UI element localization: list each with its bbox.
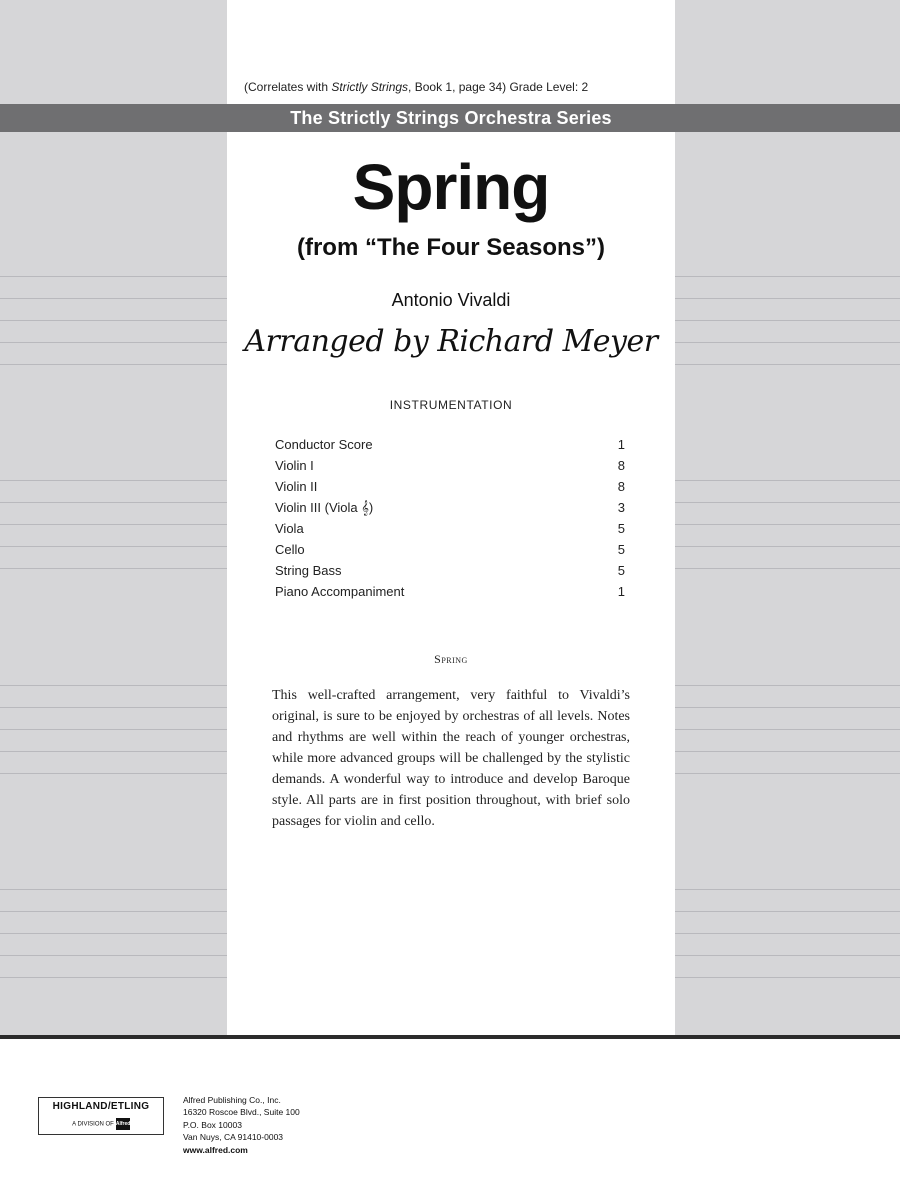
- publisher-website-link[interactable]: www.alfred.com: [183, 1144, 248, 1155]
- series-title: The Strictly Strings Orchestra Series: [227, 104, 675, 132]
- footer-divider: [0, 1035, 900, 1039]
- instrument-row: Violin I 8: [275, 458, 625, 473]
- publisher-logo: [38, 1097, 164, 1135]
- alfred-logo-icon: Alfred: [116, 1118, 130, 1130]
- right-margin-panel: [675, 0, 900, 1035]
- address-line: P.O. Box 10003: [183, 1119, 242, 1130]
- instrumentation-list: [275, 434, 625, 602]
- page-subtitle: (from “The Four Seasons”): [296, 234, 606, 261]
- logo-name: HIGHLAND/ETLING: [52, 1101, 150, 1112]
- address-line: Van Nuys, CA 91410-0003: [183, 1132, 284, 1143]
- instrument-row: Conductor Score 1: [275, 437, 625, 452]
- publisher-address: [183, 1094, 300, 1156]
- correlates-note: (Correlates with Strictly Strings, Book 1, page 34) Grade Level: 2: [244, 80, 589, 94]
- composer-name: Antonio Vivaldi: [391, 290, 511, 310]
- instrument-row: Violin II 8: [275, 479, 625, 494]
- instrument-row: Piano Accompaniment 1: [275, 584, 625, 599]
- arrangement-description: This well-crafted arrangement, very faithful to Vivaldi’s original, is sure to be enjoyed by orchestras of all levels. Notes and rhythms are well within the reach of younger orchestras, while more advanced groups will be challenged by the stylistic demands. A wonderful way to introduce and develop Baroque style. All parts are in first position throughout, with brief solo passages for violin and cello.: [272, 688, 630, 829]
- page-title: Spring: [352, 151, 550, 223]
- instrument-row: String Bass 5: [275, 563, 625, 578]
- notes-heading: Spring: [434, 652, 468, 666]
- address-line: Alfred Publishing Co., Inc.: [183, 1095, 281, 1105]
- instrument-row: Viola 5: [275, 521, 625, 536]
- instrument-row: Violin III (Viola 𝄞) 3: [275, 500, 625, 515]
- series-banner: [0, 104, 900, 132]
- instrument-row: Cello 5: [275, 542, 625, 557]
- logo-division: A DIVISION OF Alfred: [39, 1118, 163, 1130]
- instrumentation-heading: INSTRUMENTATION: [389, 398, 513, 412]
- address-line: 16320 Roscoe Blvd., Suite 100: [183, 1107, 300, 1118]
- left-margin-panel: [0, 0, 227, 1035]
- arranger-credit: Arranged by Richard Meyer: [244, 324, 658, 359]
